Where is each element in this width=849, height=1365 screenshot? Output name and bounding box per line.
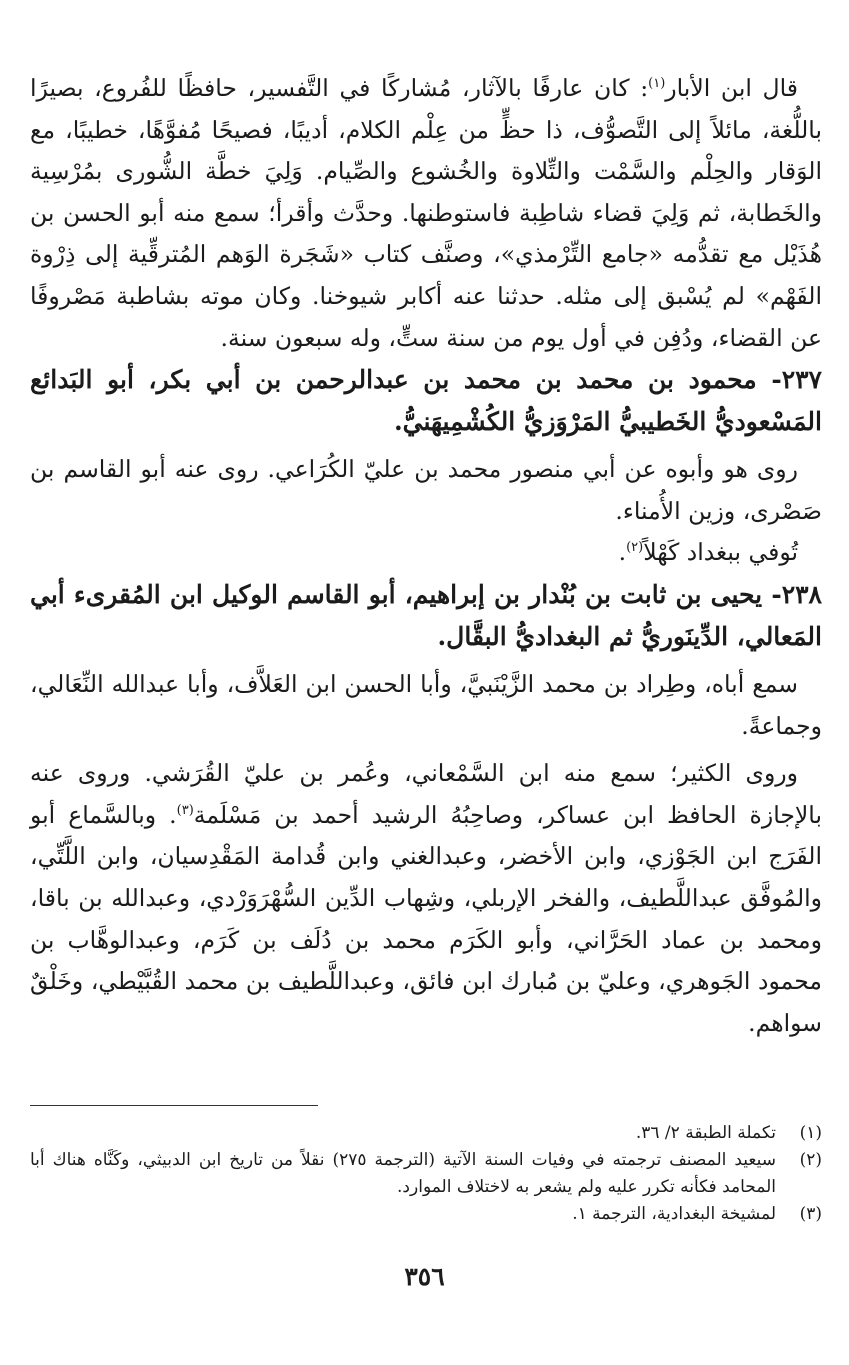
footnote-1 bbox=[30, 1120, 822, 1147]
footnote-text: لمشيخة البغدادية، الترجمة ١. bbox=[572, 1204, 776, 1224]
paragraph-text: . وبالسَّماع أبو الفَرَج ابن الجَوْزي، وابن الأخضر، وعبدالغني وابن قُدامة المَقْدِسيان، وابن اللَّتِّي، والمُوفَّق عبداللَّطيف، والفخر الإربلي، وشِهاب الدِّين السُّهْرَوَرْدي، وعبدالله بن باقا، ومحمد بن عماد الحَرَّاني، وأبو الكَرَم محمد بن دُلَف بن كَرَم، وعبدالوهَّاب بن محمود الجَوهري، وعليّ بن مُبارك ابن فائق، وعبداللَّطيف بن محمد القُبَّيْطي، وخَلْقٌ سواهم. bbox=[30, 800, 822, 1037]
footnote-ref-2: (٢) bbox=[626, 540, 644, 556]
footnote-divider bbox=[30, 1105, 318, 1106]
footnote-number: (١) bbox=[799, 1123, 822, 1143]
entry-238-title: ٢٣٨- يحيى بن ثابت بن بُنْدار بن إبراهيم، أبو القاسم الوكيل ابن المُقرىء أبي المَعالي، الدِّينَوريُّ ثم البغداديُّ البقَّال. bbox=[30, 579, 822, 651]
footnote-number: (٢) bbox=[799, 1150, 822, 1170]
page-number: ٣٥٦ bbox=[404, 1262, 445, 1291]
paragraph-text: وروى الكثير؛ سمع منه ابن السَّمْعاني، وعُمر بن عليّ القُرَشي. وروى عنه بالإجازة الحافظ ابن عساكر، وصاحِبُهُ الرشيد أحمد بن مَسْلَمة bbox=[30, 759, 822, 829]
footnote-2 bbox=[30, 1147, 822, 1201]
main-text bbox=[30, 68, 822, 1044]
entry-237-death-note bbox=[30, 532, 822, 574]
paragraph-text: . bbox=[618, 538, 627, 567]
footnote-text: تكملة الطبقة ٢/ ٣٦. bbox=[635, 1123, 776, 1143]
paragraph-text: : كان عارفًا بالآثار، مُشاركًا في التَّفسير، حافظًا للفُروع، بصيرًا باللُّغة، مائلاً إلى التَّصوُّف، ذا حظٍّ من عِلْم الكلام، أديبًا، فصيحًا مُفوَّهًا، خطيبًا، مع الوَقار والحِلْم والسَّمْت والتِّلاوة والخُشوع والصِّيام. وَلِيَ خطَّة الشُّورى بمُرْسِية والخَطابة، ثم وَلِيَ قضاء شاطِبة فاستوطنها. وحدَّث وأقرأ؛ سمع منه أبو الحسن بن هُذَيْل مع تقدُّمه «جامع التِّرْمذي»، وصنَّف كتاب «شَجَرة الوَهم المُترقِّية إلى ذِرْوة الفَهْم» لم يُسْبق إلى مثله. حدثنا عنه أكابر شيوخنا. وكان موته بشاطبة مَصْروفًا عن القضاء، ودُفِن في أول يوم من سنة ستٍّ، وله سبعون سنة. bbox=[30, 74, 822, 352]
footnote-text: سيعيد المصنف ترجمته في وفيات السنة الآتية (الترجمة ٢٧٥) نقلاً من تاريخ ابن الدبيثي، وكَنَّاه هناك أبا المحامد فكأنه تكرر عليه ولم يشعر به لاختلاف الموارد. bbox=[30, 1150, 776, 1197]
entry-237-paragraph: روى هو وأبوه عن أبي منصور محمد بن عليّ الكُرَاعي. روى عنه أبو القاسم بن صَصْرى، وزين الأُمناء. bbox=[30, 455, 822, 525]
paragraph-ibn-al-abbar-quote bbox=[30, 68, 822, 359]
entry-238-narrators-paragraph bbox=[30, 753, 822, 1044]
entry-238-paragraph: سمع أباه، وطِراد بن محمد الزَّيْنَبيَّ، وأبا الحسن ابن العَلاَّف، وأبا عبدالله النِّعَالي، وجماعةً. bbox=[30, 669, 822, 740]
footnote-number: (٣) bbox=[799, 1204, 822, 1224]
paragraph-text: قال ابن الأبار bbox=[665, 74, 799, 102]
footnote-ref-3: (٣) bbox=[176, 802, 194, 818]
footnote-ref-1: (١) bbox=[648, 76, 666, 92]
paragraph-text: تُوفي ببغداد كَهْلاً bbox=[643, 538, 798, 567]
footnotes bbox=[30, 1120, 822, 1228]
entry-237-title: ٢٣٧- محمود بن محمد بن محمد بن عبدالرحمن بن أبي بكر، أبو البَدائع المَسْعوديُّ الخَطيبيُّ المَرْوَزيُّ الكُشْمِيهَنيُّ. bbox=[30, 365, 822, 437]
footnote-3 bbox=[30, 1201, 822, 1228]
